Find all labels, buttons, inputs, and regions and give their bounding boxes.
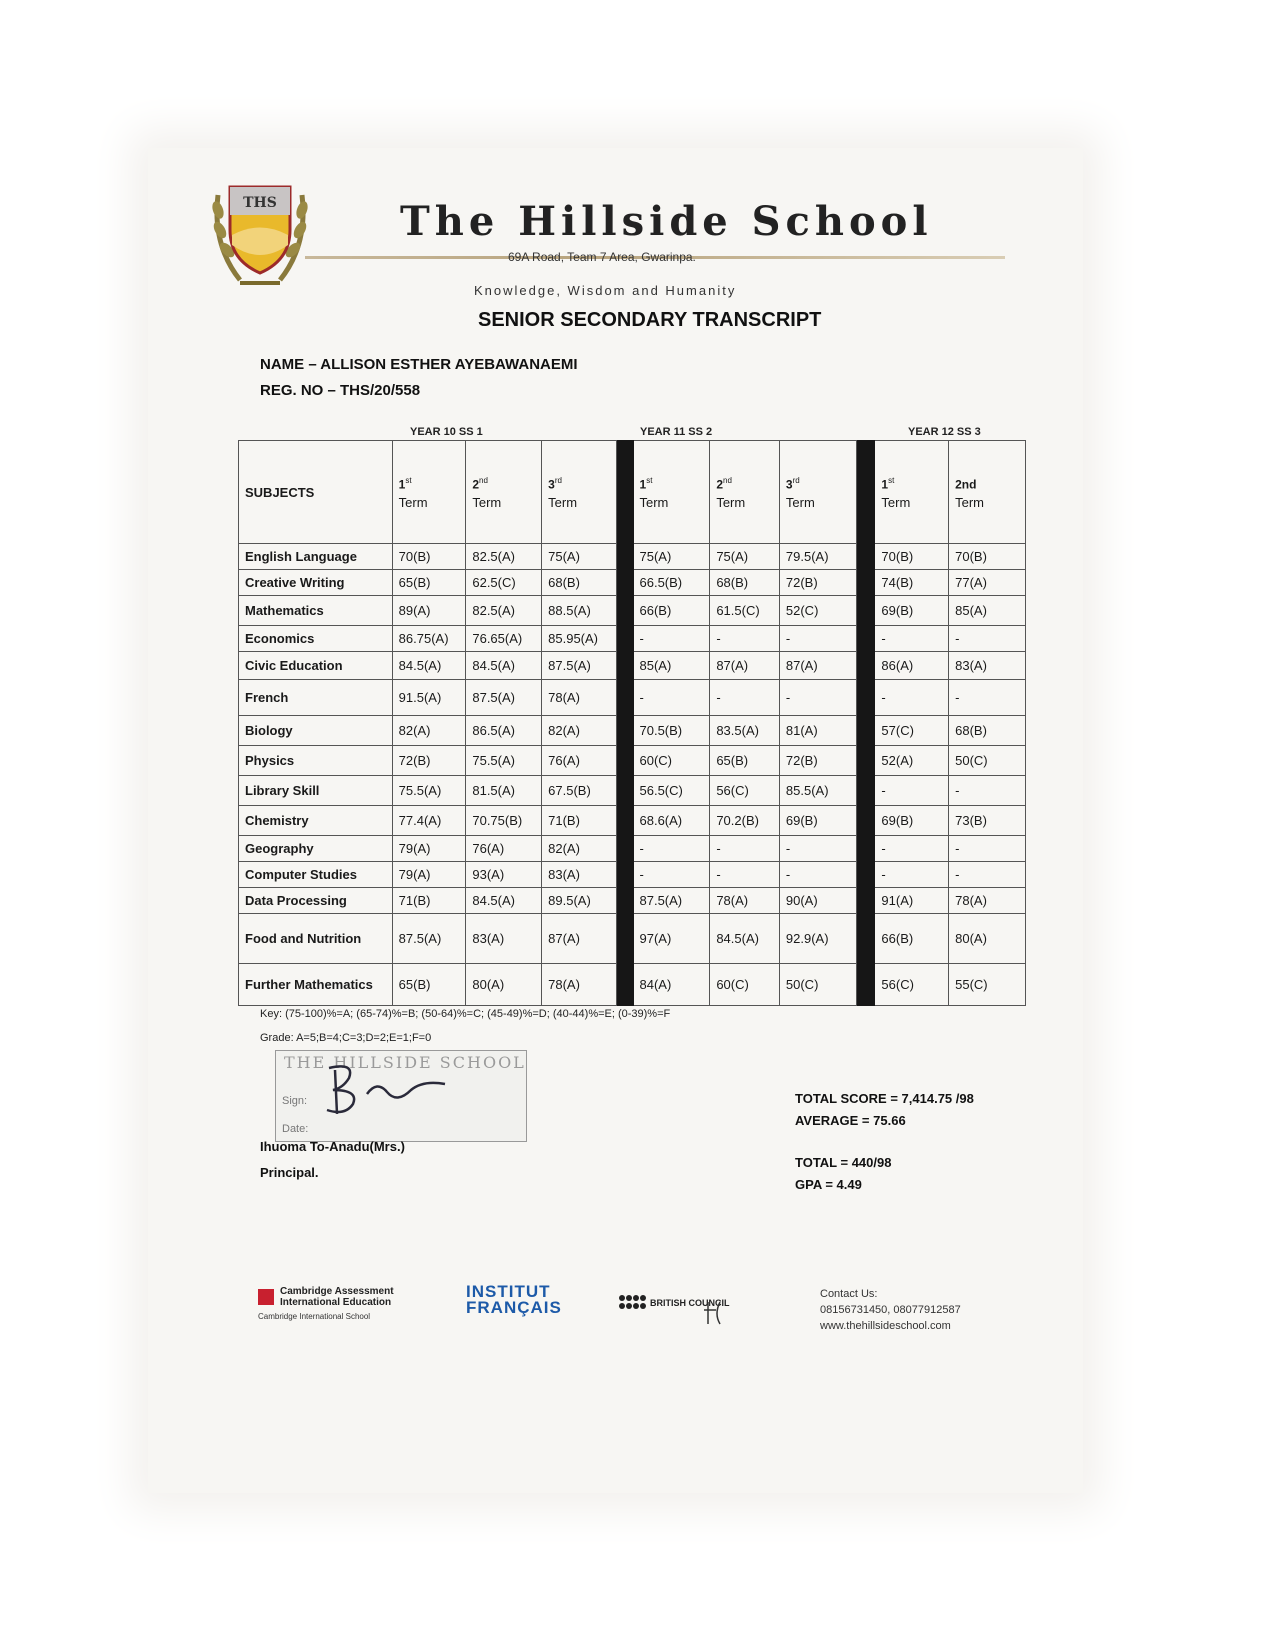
score-cell: 82(A)	[542, 836, 617, 862]
year-separator	[616, 836, 633, 862]
score-cell: -	[949, 680, 1026, 716]
score-cell: 68(B)	[542, 570, 617, 596]
term-header: 3rd Term	[779, 441, 856, 544]
year-label-ss1: YEAR 10 SS 1	[410, 426, 483, 438]
year-separator	[616, 544, 633, 570]
grades-table	[238, 440, 1026, 1006]
term-header: 1st Term	[875, 441, 949, 544]
score-cell: 61.5(C)	[710, 596, 780, 626]
contact-phones: 08156731450, 08077912587	[820, 1304, 961, 1316]
score-cell: 84.5(A)	[392, 652, 466, 680]
score-cell: 77(A)	[949, 570, 1026, 596]
table-row	[239, 652, 1026, 680]
score-cell: -	[633, 862, 710, 888]
score-cell: -	[710, 836, 780, 862]
gpa-block	[795, 1152, 891, 1196]
score-cell: 72(B)	[392, 746, 466, 776]
year-separator	[856, 888, 875, 914]
year-separator	[616, 441, 633, 544]
table-row	[239, 836, 1026, 862]
score-cell: 77.4(A)	[392, 806, 466, 836]
subject-cell: Civic Education	[239, 652, 393, 680]
score-cell: 89(A)	[392, 596, 466, 626]
score-cell: 70(B)	[392, 544, 466, 570]
score-cell: 70.75(B)	[466, 806, 542, 836]
subject-cell: Library Skill	[239, 776, 393, 806]
score-cell: -	[633, 626, 710, 652]
score-cell: -	[875, 776, 949, 806]
year-separator	[616, 680, 633, 716]
average-score: AVERAGE = 75.66	[795, 1113, 906, 1128]
score-cell: 56(C)	[710, 776, 780, 806]
total-points: TOTAL = 440/98	[795, 1155, 892, 1170]
score-cell: 66.5(B)	[633, 570, 710, 596]
table-row	[239, 544, 1026, 570]
score-cell: 82(A)	[542, 716, 617, 746]
score-cell: 60(C)	[710, 964, 780, 1006]
score-cell: 85.5(A)	[779, 776, 856, 806]
score-cell: -	[949, 776, 1026, 806]
year-separator	[856, 716, 875, 746]
year-separator	[616, 888, 633, 914]
score-cell: -	[949, 862, 1026, 888]
score-cell: 70.5(B)	[633, 716, 710, 746]
score-cell: 97(A)	[633, 914, 710, 964]
term-header: 1st Term	[633, 441, 710, 544]
student-name: NAME – ALLISON ESTHER AYEBAWANAEMI	[260, 356, 578, 373]
score-cell: 79(A)	[392, 836, 466, 862]
score-cell: 72(B)	[779, 570, 856, 596]
year-separator	[856, 806, 875, 836]
score-cell: 87.5(A)	[392, 914, 466, 964]
score-cell: 81(A)	[779, 716, 856, 746]
year-separator	[856, 652, 875, 680]
year-separator	[856, 964, 875, 1006]
score-cell: 72(B)	[779, 746, 856, 776]
score-cell: 60(C)	[633, 746, 710, 776]
table-row	[239, 964, 1026, 1006]
score-cell: 68.6(A)	[633, 806, 710, 836]
year-separator	[856, 862, 875, 888]
score-cell: 83(A)	[542, 862, 617, 888]
score-cell: 65(B)	[392, 964, 466, 1006]
stamp-title: THE HILLSIDE SCHOOL	[284, 1053, 526, 1072]
student-info	[260, 352, 578, 404]
contact-website: www.thehillsideschool.com	[820, 1320, 951, 1332]
score-cell: 75.5(A)	[392, 776, 466, 806]
score-cell: 91(A)	[875, 888, 949, 914]
table-row	[239, 914, 1026, 964]
subject-cell: Mathematics	[239, 596, 393, 626]
year-separator	[616, 776, 633, 806]
score-cell: 74(B)	[875, 570, 949, 596]
gpa-value: GPA = 4.49	[795, 1177, 862, 1192]
score-cell: 84(A)	[633, 964, 710, 1006]
score-cell: 78(A)	[542, 964, 617, 1006]
table-row	[239, 806, 1026, 836]
score-cell: 76(A)	[542, 746, 617, 776]
score-cell: 69(B)	[875, 596, 949, 626]
year-separator	[856, 570, 875, 596]
subject-cell: Physics	[239, 746, 393, 776]
score-cell: 85(A)	[633, 652, 710, 680]
subject-cell: French	[239, 680, 393, 716]
subject-cell: Computer Studies	[239, 862, 393, 888]
table-row	[239, 888, 1026, 914]
contact-block	[820, 1286, 961, 1334]
year-separator	[856, 441, 875, 544]
score-cell: 90(A)	[779, 888, 856, 914]
subjects-header: SUBJECTS	[239, 441, 393, 544]
school-address: 69A Road, Team 7 Area, Gwarinpa.	[508, 250, 696, 264]
score-cell: 68(B)	[949, 716, 1026, 746]
score-cell: -	[710, 626, 780, 652]
score-cell: 66(B)	[875, 914, 949, 964]
score-cell: 84.5(A)	[466, 888, 542, 914]
subject-cell: Data Processing	[239, 888, 393, 914]
subject-cell: Creative Writing	[239, 570, 393, 596]
principal-role: Principal.	[260, 1165, 319, 1180]
score-cell: 50(C)	[779, 964, 856, 1006]
school-name: The Hillside School	[400, 198, 933, 245]
score-cell: 88.5(A)	[542, 596, 617, 626]
year-label-ss3: YEAR 12 SS 3	[908, 426, 981, 438]
score-cell: 55(C)	[949, 964, 1026, 1006]
table-row	[239, 570, 1026, 596]
subject-cell: Further Mathematics	[239, 964, 393, 1006]
british-council-logo	[616, 1284, 746, 1334]
table-row	[239, 776, 1026, 806]
school-motto: Knowledge, Wisdom and Humanity	[474, 283, 737, 298]
score-cell: -	[875, 862, 949, 888]
score-cell: 50(C)	[949, 746, 1026, 776]
score-cell: -	[779, 836, 856, 862]
score-cell: 67.5(B)	[542, 776, 617, 806]
score-cell: 80(A)	[949, 914, 1026, 964]
score-cell: 69(B)	[779, 806, 856, 836]
score-cell: 86(A)	[875, 652, 949, 680]
score-cell: 65(B)	[392, 570, 466, 596]
score-cell: -	[633, 680, 710, 716]
score-cell: 87.5(A)	[633, 888, 710, 914]
score-cell: 85.95(A)	[542, 626, 617, 652]
score-cell: 76(A)	[466, 836, 542, 862]
subject-cell: Geography	[239, 836, 393, 862]
score-cell: 87.5(A)	[466, 680, 542, 716]
score-cell: 75(A)	[710, 544, 780, 570]
score-cell: 87(A)	[542, 914, 617, 964]
year-separator	[856, 836, 875, 862]
score-cell: 68(B)	[710, 570, 780, 596]
year-separator	[856, 746, 875, 776]
score-cell: -	[633, 836, 710, 862]
table-header-row	[239, 441, 1026, 544]
score-cell: -	[875, 626, 949, 652]
principal-signature	[315, 1060, 465, 1120]
score-cell: 87(A)	[779, 652, 856, 680]
year-separator	[856, 776, 875, 806]
score-cell: 79(A)	[392, 862, 466, 888]
score-cell: 69(B)	[875, 806, 949, 836]
table-row	[239, 716, 1026, 746]
score-cell: -	[710, 862, 780, 888]
score-cell: 57(C)	[875, 716, 949, 746]
score-cell: 82(A)	[392, 716, 466, 746]
score-cell: 84.5(A)	[466, 652, 542, 680]
score-cell: 78(A)	[949, 888, 1026, 914]
score-cell: 65(B)	[710, 746, 780, 776]
year-separator	[856, 914, 875, 964]
score-cell: -	[779, 862, 856, 888]
term-header: 3rd Term	[542, 441, 617, 544]
score-cell: 75.5(A)	[466, 746, 542, 776]
institut-francais-logo: INSTITUT FRANÇAIS	[466, 1282, 562, 1317]
score-cell: -	[949, 626, 1026, 652]
year-separator	[616, 806, 633, 836]
score-cell: -	[875, 836, 949, 862]
score-cell: 79.5(A)	[779, 544, 856, 570]
score-cell: 82.5(A)	[466, 544, 542, 570]
score-cell: 52(A)	[875, 746, 949, 776]
score-cell: 62.5(C)	[466, 570, 542, 596]
score-cell: -	[875, 680, 949, 716]
principal-block	[260, 1134, 405, 1186]
score-cell: 84.5(A)	[710, 914, 780, 964]
year-separator	[616, 570, 633, 596]
totals-block	[795, 1088, 974, 1132]
table-row	[239, 626, 1026, 652]
stamp-sign-label: Sign:	[282, 1095, 308, 1107]
score-cell: -	[779, 680, 856, 716]
score-cell: -	[779, 626, 856, 652]
score-cell: 92.9(A)	[779, 914, 856, 964]
subject-cell: Chemistry	[239, 806, 393, 836]
score-cell: 75(A)	[633, 544, 710, 570]
year-separator	[616, 626, 633, 652]
year-separator	[856, 680, 875, 716]
score-cell: 66(B)	[633, 596, 710, 626]
score-cell: 89.5(A)	[542, 888, 617, 914]
svg-text:THS: THS	[243, 195, 277, 211]
year-separator	[616, 716, 633, 746]
score-cell: 87(A)	[710, 652, 780, 680]
year-separator	[616, 652, 633, 680]
score-cell: 78(A)	[710, 888, 780, 914]
score-cell: 81.5(A)	[466, 776, 542, 806]
year-separator	[616, 746, 633, 776]
svg-text:BRITISH COUNCIL: BRITISH COUNCIL	[650, 1298, 730, 1308]
subject-cell: English Language	[239, 544, 393, 570]
score-cell: 86.5(A)	[466, 716, 542, 746]
score-cell: 86.75(A)	[392, 626, 466, 652]
year-separator	[856, 596, 875, 626]
year-separator	[616, 914, 633, 964]
score-cell: 56(C)	[875, 964, 949, 1006]
cambridge-logo: Cambridge Assessment International Education Cambridge International School	[258, 1286, 394, 1321]
table-row	[239, 746, 1026, 776]
score-cell: 71(B)	[542, 806, 617, 836]
school-crest-logo	[210, 175, 310, 293]
cambridge-shield-icon	[258, 1289, 274, 1305]
student-reg-no: REG. NO – THS/20/558	[260, 382, 421, 399]
score-cell: 52(C)	[779, 596, 856, 626]
score-cell: 70(B)	[949, 544, 1026, 570]
document-title: SENIOR SECONDARY TRANSCRIPT	[478, 309, 822, 331]
score-cell: 73(B)	[949, 806, 1026, 836]
term-header: 2nd Term	[466, 441, 542, 544]
score-cell: 78(A)	[542, 680, 617, 716]
stamp-date-label: Date:	[282, 1123, 309, 1135]
table-row	[239, 862, 1026, 888]
year-separator	[856, 626, 875, 652]
year-separator	[856, 544, 875, 570]
score-cell: 91.5(A)	[392, 680, 466, 716]
contact-label: Contact Us:	[820, 1288, 878, 1300]
score-cell: 83(A)	[466, 914, 542, 964]
subject-cell: Economics	[239, 626, 393, 652]
score-cell: 83(A)	[949, 652, 1026, 680]
score-cell: 80(A)	[466, 964, 542, 1006]
year-separator	[616, 862, 633, 888]
year-label-ss2: YEAR 11 SS 2	[640, 426, 713, 438]
grade-points: Grade: A=5;B=4;C=3;D=2;E=1;F=0	[260, 1032, 432, 1044]
score-cell: 56.5(C)	[633, 776, 710, 806]
score-cell: -	[710, 680, 780, 716]
score-cell: 70(B)	[875, 544, 949, 570]
score-cell: 76.65(A)	[466, 626, 542, 652]
term-header: 2nd Term	[710, 441, 780, 544]
term-header: 1st Term	[392, 441, 466, 544]
principal-name: Ihuoma To-Anadu(Mrs.)	[260, 1139, 405, 1154]
score-cell: 82.5(A)	[466, 596, 542, 626]
subject-cell: Biology	[239, 716, 393, 746]
year-separator	[616, 964, 633, 1006]
subject-cell: Food and Nutrition	[239, 914, 393, 964]
score-cell: 70.2(B)	[710, 806, 780, 836]
grading-key: Key: (75-100)%=A; (65-74)%=B; (50-64)%=C; (45-49)%=D; (40-44)%=E; (0-39)%=F	[260, 1008, 671, 1020]
year-separator	[616, 596, 633, 626]
total-score: TOTAL SCORE = 7,414.75 /98	[795, 1091, 974, 1106]
score-cell: 83.5(A)	[710, 716, 780, 746]
score-cell: 93(A)	[466, 862, 542, 888]
score-cell: 87.5(A)	[542, 652, 617, 680]
score-cell: -	[949, 836, 1026, 862]
term-header: 2nd Term	[949, 441, 1026, 544]
score-cell: 85(A)	[949, 596, 1026, 626]
score-cell: 75(A)	[542, 544, 617, 570]
table-row	[239, 680, 1026, 716]
score-cell: 71(B)	[392, 888, 466, 914]
table-row	[239, 596, 1026, 626]
